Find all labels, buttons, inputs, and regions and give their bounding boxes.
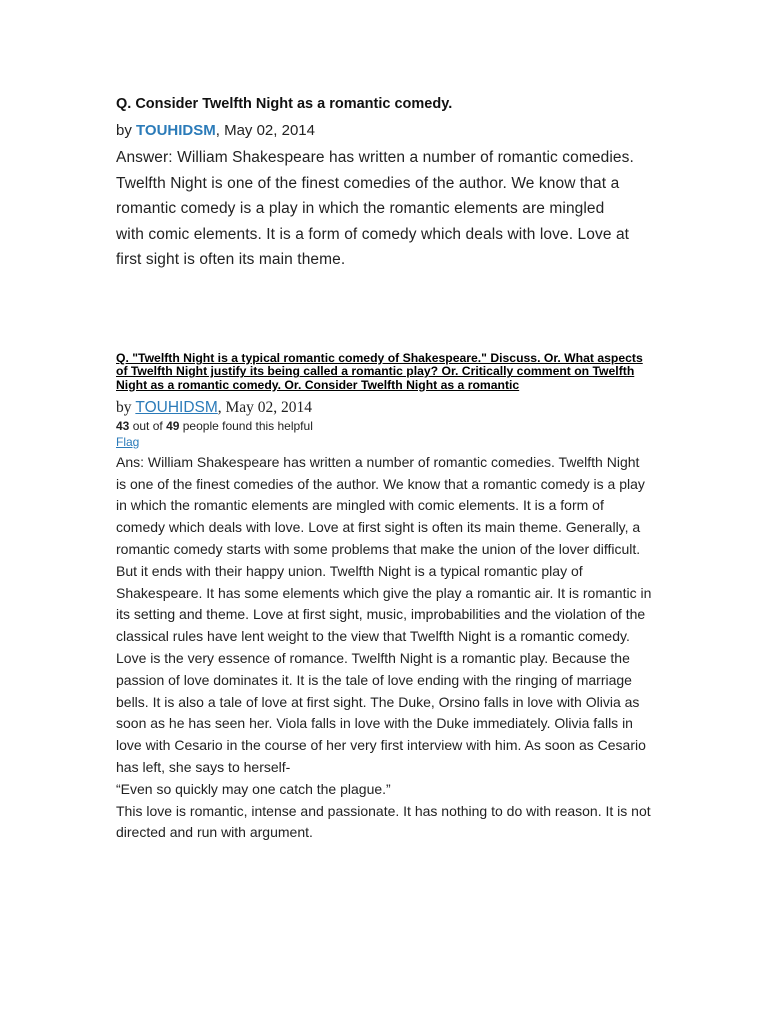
helpful-votes: 43 xyxy=(116,418,130,433)
helpful-count xyxy=(116,419,652,433)
byline xyxy=(116,398,652,418)
helpful-suffix: people found this helpful xyxy=(179,418,313,433)
byline xyxy=(116,119,636,143)
helpful-mid: out of xyxy=(129,418,167,433)
question-title-link[interactable]: Q. "Twelfth Night is a typical romantic comedy of Shakespeare." Discuss. Or. What aspects of Twelfth Night justify its being called a romantic play? Or. Critically comment on Twelfth Night as a romantic comedy. Or. Consider Twelfth Night as a romantic xyxy=(116,351,643,392)
post-date: , May 02, 2014 xyxy=(217,398,313,416)
flag-link[interactable]: Flag xyxy=(116,434,140,449)
by-label: by xyxy=(116,398,136,416)
author-link[interactable]: TOUHIDSM xyxy=(135,398,218,416)
answer-text: Answer: William Shakespeare has written a number of romantic comedies. Twelfth Night is one of the finest comedies of the author. We know that a romantic comedy is a play in which the romantic elements are mingled with comic elements. It is a form of comedy which deals with love. Love at first sight is often its main theme. xyxy=(116,149,634,268)
helpful-total: 49 xyxy=(166,418,180,433)
answer-paragraph: Love is the very essence of romance. Twelfth Night is a romantic play. Because the passion of love dominates it. It is the tale of love ending with the ringing of marriage bells. It is also a tale of love at first sight. The Duke, Orsino falls in love with Olivia as soon as he has seen her. Viola falls in love with the Duke immediately. Olivia falls in love with Cesario in the course of her very first interview with him. As soon as Cesario has left, she says to herself- xyxy=(116,650,646,776)
post-1 xyxy=(116,94,636,273)
answer-text xyxy=(116,452,652,844)
answer-quote: “Even so quickly may one catch the plague.” xyxy=(116,780,391,797)
post-date: , May 02, 2014 xyxy=(215,122,315,139)
answer-paragraph: This love is romantic, intense and passionate. It has nothing to do with reason. It is not directed and run with argument. xyxy=(116,802,651,841)
by-label: by xyxy=(116,122,137,139)
answer-paragraph: Ans: William Shakespeare has written a number of romantic comedies. Twelfth Night is one of the finest comedies of the author. We know that a romantic comedy is a play in which the romantic elements are mingled with comic elements. It is a form of comedy which deals with love. Love at first sight is often its main theme. Generally, a romantic comedy starts with some problems that make the union of the lover difficult. But it ends with their happy union. Twelfth Night is a typical romantic play of Shakespeare. It has some elements which give the play a romantic air. It is romantic in its setting and theme. Love at first sight, music, improbabilities and the violation of the classical rules have lent weight to the view that Twelfth Night is a romantic comedy. xyxy=(116,453,652,645)
question-title: Q. Consider Twelfth Night as a romantic comedy. xyxy=(116,96,453,112)
post-2 xyxy=(116,352,652,844)
author-link[interactable]: TOUHIDSM xyxy=(136,122,216,139)
